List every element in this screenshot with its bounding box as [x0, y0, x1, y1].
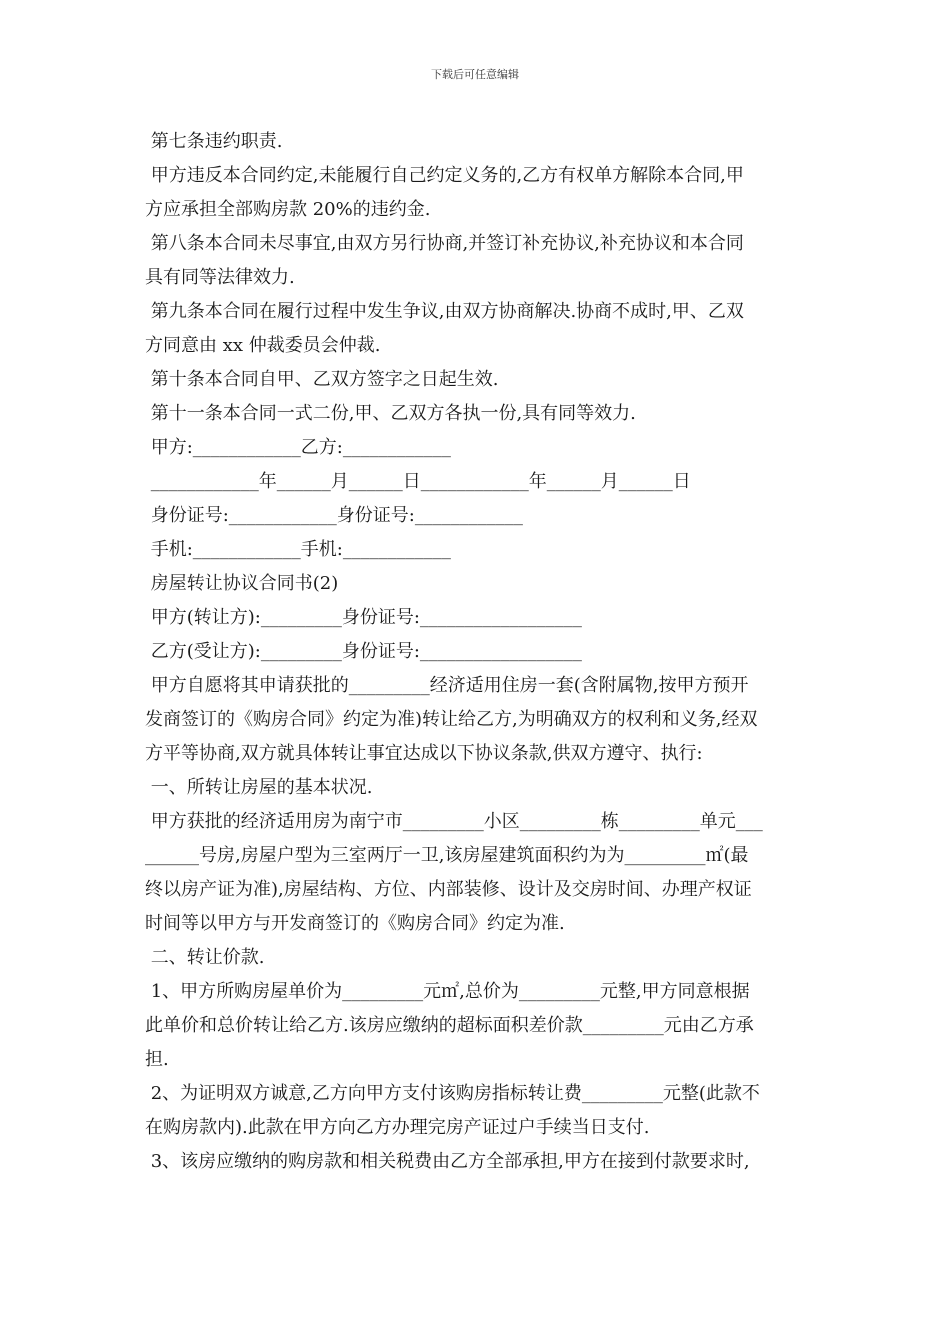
- text-line: 手机:____________手机:____________: [145, 539, 451, 560]
- page-header: 下载后可任意编辑: [431, 68, 519, 81]
- text-line: 第八条本合同未尽事宜,由双方另行协商,并签订补充协议,补充协议和本合同: [145, 233, 744, 254]
- text-line: 身份证号:____________身份证号:____________: [145, 505, 523, 526]
- document-body: [145, 125, 811, 1179]
- text-line: 担.: [145, 1049, 169, 1070]
- text-line: ____________年______月______日____________年______月______日: [145, 471, 691, 492]
- text-line: 甲方:____________乙方:____________: [145, 437, 451, 458]
- text-line: ______号房,房屋户型为三室两厅一卫,该房屋建筑面积约为为_________㎡(最: [145, 845, 749, 866]
- text-line: 二、转让价款.: [145, 947, 265, 968]
- text-line: 第七条违约职责.: [145, 131, 283, 152]
- text-line: 1、甲方所购房屋单价为_________元㎡,总价为_________元整,甲方同意根据: [145, 981, 750, 1002]
- text-line: 甲方自愿将其申请获批的_________经济适用住房一套(含附属物,按甲方预开: [145, 675, 749, 696]
- text-line: 终以房产证为准),房屋结构、方位、内部装修、设计及交房时间、办理产权证: [145, 879, 752, 900]
- text-line: 方平等协商,双方就具体转让事宜达成以下协议条款,供双方遵守、执行:: [145, 743, 703, 764]
- text-line: 发商签订的《购房合同》约定为准)转让给乙方,为明确双方的权利和义务,经双: [145, 709, 758, 730]
- text-line: 方同意由 xx 仲裁委员会仲裁.: [145, 335, 381, 356]
- text-line: 具有同等法律效力.: [145, 267, 295, 288]
- text-line: 第九条本合同在履行过程中发生争议,由双方协商解决.协商不成时,甲、乙双: [145, 301, 744, 322]
- text-line: 第十条本合同自甲、乙双方签字之日起生效.: [145, 369, 499, 390]
- text-line: 房屋转让协议合同书(2): [145, 573, 339, 594]
- text-line: 乙方(受让方):_________身份证号:__________________: [145, 641, 582, 662]
- text-line: 3、该房应缴纳的购房款和相关税费由乙方全部承担,甲方在接到付款要求时,: [145, 1151, 750, 1172]
- text-line: 此单价和总价转让给乙方.该房应缴纳的超标面积差价款_________元由乙方承: [145, 1015, 754, 1036]
- text-line: 方应承担全部购房款 20%的违约金.: [145, 199, 431, 220]
- text-line: 时间等以甲方与开发商签订的《购房合同》约定为准.: [145, 913, 565, 934]
- text-line: 甲方获批的经济适用房为南宁市_________小区_________栋_________单元___: [145, 811, 763, 832]
- text-line: 甲方(转让方):_________身份证号:__________________: [145, 607, 582, 628]
- text-line: 第十一条本合同一式二份,甲、乙双方各执一份,具有同等效力.: [145, 403, 636, 424]
- text-line: 甲方违反本合同约定,未能履行自己约定义务的,乙方有权单方解除本合同,甲: [145, 165, 744, 186]
- text-line: 2、为证明双方诚意,乙方向甲方支付该购房指标转让费_________元整(此款不: [145, 1083, 760, 1104]
- text-line: 在购房款内).此款在甲方向乙方办理完房产证过户手续当日支付.: [145, 1117, 650, 1138]
- text-line: 一、所转让房屋的基本状况.: [145, 777, 373, 798]
